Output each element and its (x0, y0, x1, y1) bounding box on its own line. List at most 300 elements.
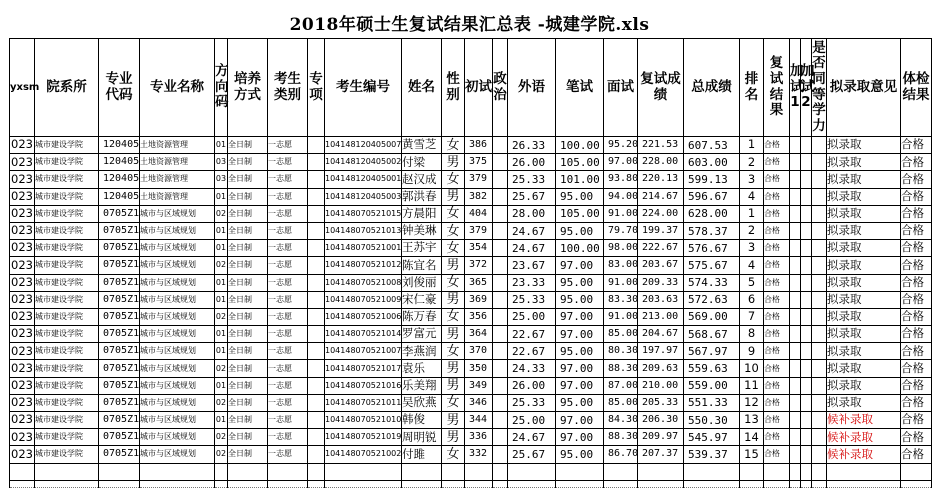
foreign-language-cell: 25.33 (508, 171, 556, 188)
total-score-cell: 567.97 (684, 343, 740, 360)
special-cell (308, 326, 325, 343)
empty-cell (812, 463, 827, 480)
gender-cell: 女 (442, 308, 465, 325)
foreign-language-cell: 24.67 (508, 429, 556, 446)
extra-test-2-cell (801, 394, 812, 411)
written-score-cell: 95.00 (556, 291, 604, 308)
interview-score-cell: 98.00 (604, 240, 638, 257)
prelim-score-cell: 372 (465, 257, 493, 274)
name-cell: 郭洪春 (402, 188, 442, 205)
major-name-cell: 城市与区域规划 (140, 291, 215, 308)
gender-cell: 男 (442, 154, 465, 171)
empty-cell (801, 480, 812, 487)
gender-cell: 女 (442, 171, 465, 188)
major-code-cell: 0705Z1 (99, 429, 140, 446)
col-header: 复试结果 (764, 39, 790, 137)
name-cell: 钟美琳 (402, 222, 442, 239)
candidate-id-cell: 104148120405007 (325, 137, 402, 154)
total-score-cell: 603.00 (684, 154, 740, 171)
yxsm-cell: 023 (10, 429, 35, 446)
department-cell: 城市建设学院 (35, 429, 99, 446)
empty-cell (402, 480, 442, 487)
yxsm-cell: 023 (10, 257, 35, 274)
candidate-id-cell: 104148120405002 (325, 154, 402, 171)
extra-test-1-cell (790, 446, 801, 463)
yxsm-cell: 023 (10, 446, 35, 463)
extra-test-1-cell (790, 326, 801, 343)
gender-cell: 男 (442, 291, 465, 308)
major-code-cell: 0705Z1 (99, 222, 140, 239)
politics-cell (493, 205, 508, 222)
study-mode-cell: 全日制 (228, 360, 268, 377)
rank-cell: 15 (740, 446, 764, 463)
major-code-cell: 0705Z1 (99, 394, 140, 411)
equivalent-cell (812, 308, 827, 325)
rank-cell: 7 (740, 308, 764, 325)
candidate-id-cell: 104148070521009 (325, 291, 402, 308)
major-code-cell: 0705Z1 (99, 240, 140, 257)
candidate-type-cell: 一志愿 (268, 171, 308, 188)
gender-cell: 女 (442, 274, 465, 291)
study-mode-cell: 全日制 (228, 205, 268, 222)
written-score-cell: 97.00 (556, 412, 604, 429)
major-name-cell: 城市与区域规划 (140, 446, 215, 463)
prelim-score-cell: 382 (465, 188, 493, 205)
rank-cell: 2 (740, 154, 764, 171)
rank-cell: 4 (740, 257, 764, 274)
special-cell (308, 412, 325, 429)
foreign-language-cell: 26.33 (508, 137, 556, 154)
special-cell (308, 291, 325, 308)
department-cell: 城市建设学院 (35, 394, 99, 411)
candidate-id-cell: 104148120405003 (325, 188, 402, 205)
total-score-cell: 539.37 (684, 446, 740, 463)
candidate-id-cell: 104148070521013 (325, 222, 402, 239)
retest-result-cell: 合格 (764, 377, 790, 394)
table-row (10, 412, 932, 429)
politics-cell (493, 446, 508, 463)
candidate-id-cell: 104148070521002 (325, 446, 402, 463)
extra-test-1-cell (790, 394, 801, 411)
empty-cell (325, 480, 402, 487)
results-table (9, 38, 932, 488)
prelim-score-cell: 404 (465, 205, 493, 222)
gender-cell: 男 (442, 257, 465, 274)
health-check-cell: 合格 (901, 446, 932, 463)
col-header: 性别 (442, 39, 465, 137)
foreign-language-cell: 25.00 (508, 308, 556, 325)
empty-row (10, 480, 932, 487)
gender-cell: 女 (442, 222, 465, 239)
rank-cell: 9 (740, 343, 764, 360)
retest-result-cell: 合格 (764, 394, 790, 411)
study-mode-cell: 全日制 (228, 222, 268, 239)
politics-cell (493, 291, 508, 308)
major-code-cell: 0705Z1 (99, 446, 140, 463)
yxsm-cell: 023 (10, 343, 35, 360)
total-score-cell: 575.67 (684, 257, 740, 274)
major-name-cell: 城市与区域规划 (140, 257, 215, 274)
extra-test-2-cell (801, 360, 812, 377)
rank-cell: 8 (740, 326, 764, 343)
written-score-cell: 97.00 (556, 429, 604, 446)
empty-cell (508, 463, 556, 480)
admission-opinion-cell: 拟录取 (827, 308, 901, 325)
retest-result-cell: 合格 (764, 446, 790, 463)
total-score-cell: 599.13 (684, 171, 740, 188)
extra-test-1-cell (790, 154, 801, 171)
prelim-score-cell: 332 (465, 446, 493, 463)
politics-cell (493, 188, 508, 205)
special-cell (308, 257, 325, 274)
candidate-id-cell: 104148070521011 (325, 394, 402, 411)
retest-result-cell: 合格 (764, 137, 790, 154)
special-cell (308, 377, 325, 394)
extra-test-1-cell (790, 343, 801, 360)
equivalent-cell (812, 326, 827, 343)
yxsm-cell: 023 (10, 171, 35, 188)
rank-cell: 3 (740, 240, 764, 257)
col-header: 院系所 (35, 39, 99, 137)
gender-cell: 男 (442, 188, 465, 205)
direction-code-cell: 01 (215, 412, 228, 429)
rank-cell: 10 (740, 360, 764, 377)
col-header: 考生类别 (268, 39, 308, 137)
table-row (10, 394, 932, 411)
interview-score-cell: 83.00 (604, 257, 638, 274)
col-header: 笔试 (556, 39, 604, 137)
extra-test-2-cell (801, 343, 812, 360)
extra-test-2-cell (801, 137, 812, 154)
interview-score-cell: 91.00 (604, 274, 638, 291)
candidate-type-cell: 一志愿 (268, 188, 308, 205)
candidate-type-cell: 一志愿 (268, 274, 308, 291)
extra-test-1-cell (790, 171, 801, 188)
yxsm-cell: 023 (10, 394, 35, 411)
empty-cell (604, 480, 638, 487)
special-cell (308, 137, 325, 154)
special-cell (308, 274, 325, 291)
rank-cell: 5 (740, 274, 764, 291)
gender-cell: 女 (442, 240, 465, 257)
foreign-language-cell: 25.33 (508, 394, 556, 411)
written-score-cell: 95.00 (556, 188, 604, 205)
retest-score-cell: 220.13 (638, 171, 684, 188)
empty-cell (215, 463, 228, 480)
direction-code-cell: 02 (215, 394, 228, 411)
department-cell: 城市建设学院 (35, 326, 99, 343)
empty-cell (764, 480, 790, 487)
study-mode-cell: 全日制 (228, 343, 268, 360)
total-score-cell: 607.53 (684, 137, 740, 154)
department-cell: 城市建设学院 (35, 343, 99, 360)
prelim-score-cell: 370 (465, 343, 493, 360)
name-cell: 周明锐 (402, 429, 442, 446)
health-check-cell: 合格 (901, 343, 932, 360)
col-header: 专业代码 (99, 39, 140, 137)
table-row (10, 137, 932, 154)
retest-score-cell: 206.30 (638, 412, 684, 429)
direction-code-cell: 01 (215, 326, 228, 343)
direction-code-cell: 02 (215, 205, 228, 222)
department-cell: 城市建设学院 (35, 257, 99, 274)
study-mode-cell: 全日制 (228, 171, 268, 188)
direction-code-cell: 01 (215, 377, 228, 394)
study-mode-cell: 全日制 (228, 429, 268, 446)
empty-cell (10, 480, 35, 487)
major-code-cell: 0705Z1 (99, 326, 140, 343)
department-cell: 城市建设学院 (35, 137, 99, 154)
extra-test-2-cell (801, 205, 812, 222)
prelim-score-cell: 354 (465, 240, 493, 257)
col-header: 加试1 (790, 39, 801, 137)
interview-score-cell: 95.20 (604, 137, 638, 154)
politics-cell (493, 137, 508, 154)
special-cell (308, 188, 325, 205)
retest-score-cell: 221.53 (638, 137, 684, 154)
candidate-type-cell: 一志愿 (268, 291, 308, 308)
interview-score-cell: 83.30 (604, 291, 638, 308)
admission-opinion-cell: 拟录取 (827, 291, 901, 308)
special-cell (308, 394, 325, 411)
retest-result-cell: 合格 (764, 274, 790, 291)
admission-opinion-cell: 候补录取 (827, 412, 901, 429)
admission-opinion-cell: 拟录取 (827, 360, 901, 377)
candidate-id-cell: 104148070521010 (325, 412, 402, 429)
written-score-cell: 95.00 (556, 222, 604, 239)
retest-score-cell: 222.67 (638, 240, 684, 257)
written-score-cell: 97.00 (556, 257, 604, 274)
gender-cell: 男 (442, 412, 465, 429)
empty-cell (140, 463, 215, 480)
col-header: 面试 (604, 39, 638, 137)
major-name-cell: 城市与区域规划 (140, 394, 215, 411)
equivalent-cell (812, 274, 827, 291)
empty-cell (465, 463, 493, 480)
politics-cell (493, 154, 508, 171)
department-cell: 城市建设学院 (35, 205, 99, 222)
health-check-cell: 合格 (901, 240, 932, 257)
special-cell (308, 343, 325, 360)
direction-code-cell: 01 (215, 291, 228, 308)
name-cell: 刘俊丽 (402, 274, 442, 291)
major-name-cell: 土地资源管理 (140, 154, 215, 171)
extra-test-2-cell (801, 154, 812, 171)
major-code-cell: 0705Z1 (99, 360, 140, 377)
interview-score-cell: 85.00 (604, 326, 638, 343)
header-row (10, 39, 932, 137)
rank-cell: 11 (740, 377, 764, 394)
equivalent-cell (812, 257, 827, 274)
special-cell (308, 360, 325, 377)
total-score-cell: 628.00 (684, 205, 740, 222)
department-cell: 城市建设学院 (35, 308, 99, 325)
extra-test-1-cell (790, 257, 801, 274)
foreign-language-cell: 25.33 (508, 291, 556, 308)
rank-cell: 1 (740, 137, 764, 154)
major-name-cell: 城市与区域规划 (140, 308, 215, 325)
prelim-score-cell: 364 (465, 326, 493, 343)
foreign-language-cell: 25.00 (508, 412, 556, 429)
empty-cell (801, 463, 812, 480)
retest-result-cell: 合格 (764, 188, 790, 205)
document-title: 2018年硕士生复试结果汇总表 -城建学院.xls (289, 15, 650, 35)
foreign-language-cell: 25.67 (508, 446, 556, 463)
empty-cell (790, 480, 801, 487)
table-body (10, 137, 932, 488)
table-row (10, 308, 932, 325)
total-score-cell: 596.67 (684, 188, 740, 205)
admission-opinion-cell: 拟录取 (827, 205, 901, 222)
candidate-type-cell: 一志愿 (268, 326, 308, 343)
retest-score-cell: 209.33 (638, 274, 684, 291)
retest-score-cell: 207.37 (638, 446, 684, 463)
health-check-cell: 合格 (901, 429, 932, 446)
admission-opinion-cell: 拟录取 (827, 326, 901, 343)
retest-result-cell: 合格 (764, 429, 790, 446)
politics-cell (493, 377, 508, 394)
written-score-cell: 95.00 (556, 343, 604, 360)
study-mode-cell: 全日制 (228, 291, 268, 308)
equivalent-cell (812, 188, 827, 205)
major-code-cell: 0705Z1 (99, 412, 140, 429)
written-score-cell: 97.00 (556, 326, 604, 343)
prelim-score-cell: 379 (465, 171, 493, 188)
interview-score-cell: 87.00 (604, 377, 638, 394)
name-cell: 王苏宇 (402, 240, 442, 257)
col-header: 方向码 (215, 39, 228, 137)
table-row (10, 154, 932, 171)
politics-cell (493, 429, 508, 446)
interview-score-cell: 97.00 (604, 154, 638, 171)
yxsm-cell: 023 (10, 205, 35, 222)
written-score-cell: 95.00 (556, 446, 604, 463)
major-code-cell: 120405 (99, 188, 140, 205)
retest-score-cell: 199.37 (638, 222, 684, 239)
extra-test-1-cell (790, 377, 801, 394)
table-row (10, 257, 932, 274)
special-cell (308, 446, 325, 463)
col-header: 拟录取意见 (827, 39, 901, 137)
empty-cell (228, 463, 268, 480)
prelim-score-cell: 379 (465, 222, 493, 239)
retest-score-cell: 224.00 (638, 205, 684, 222)
table-row (10, 360, 932, 377)
candidate-type-cell: 一志愿 (268, 412, 308, 429)
total-score-cell: 569.00 (684, 308, 740, 325)
extra-test-2-cell (801, 446, 812, 463)
direction-code-cell: 02 (215, 257, 228, 274)
extra-test-2-cell (801, 257, 812, 274)
major-code-cell: 0705Z1 (99, 308, 140, 325)
empty-cell (493, 480, 508, 487)
extra-test-2-cell (801, 429, 812, 446)
department-cell: 城市建设学院 (35, 222, 99, 239)
direction-code-cell: 01 (215, 188, 228, 205)
empty-cell (827, 480, 901, 487)
interview-score-cell: 84.30 (604, 412, 638, 429)
major-code-cell: 0705Z1 (99, 257, 140, 274)
major-name-cell: 土地资源管理 (140, 171, 215, 188)
name-cell: 方晨阳 (402, 205, 442, 222)
foreign-language-cell: 23.33 (508, 274, 556, 291)
retest-result-cell: 合格 (764, 240, 790, 257)
health-check-cell: 合格 (901, 171, 932, 188)
study-mode-cell: 全日制 (228, 412, 268, 429)
extra-test-2-cell (801, 274, 812, 291)
name-cell: 付梁 (402, 154, 442, 171)
empty-cell (99, 463, 140, 480)
name-cell: 韩俊 (402, 412, 442, 429)
candidate-type-cell: 一志愿 (268, 446, 308, 463)
retest-score-cell: 197.97 (638, 343, 684, 360)
name-cell: 付雎 (402, 446, 442, 463)
table-row (10, 205, 932, 222)
equivalent-cell (812, 291, 827, 308)
yxsm-cell: 023 (10, 412, 35, 429)
empty-cell (556, 463, 604, 480)
retest-score-cell: 204.67 (638, 326, 684, 343)
name-cell: 陈万春 (402, 308, 442, 325)
direction-code-cell: 02 (215, 308, 228, 325)
yxsm-cell: 023 (10, 377, 35, 394)
politics-cell (493, 171, 508, 188)
study-mode-cell: 全日制 (228, 188, 268, 205)
yxsm-cell: 023 (10, 188, 35, 205)
study-mode-cell: 全日制 (228, 308, 268, 325)
rank-cell: 14 (740, 429, 764, 446)
major-code-cell: 0705Z1 (99, 274, 140, 291)
written-score-cell: 101.00 (556, 171, 604, 188)
department-cell: 城市建设学院 (35, 240, 99, 257)
interview-score-cell: 94.00 (604, 188, 638, 205)
major-code-cell: 120405 (99, 154, 140, 171)
study-mode-cell: 全日制 (228, 394, 268, 411)
col-header: 加试2 (801, 39, 812, 137)
extra-test-2-cell (801, 291, 812, 308)
special-cell (308, 308, 325, 325)
extra-test-1-cell (790, 360, 801, 377)
special-cell (308, 429, 325, 446)
yxsm-cell: 023 (10, 154, 35, 171)
equivalent-cell (812, 412, 827, 429)
empty-cell (638, 463, 684, 480)
prelim-score-cell: 349 (465, 377, 493, 394)
admission-opinion-cell: 拟录取 (827, 240, 901, 257)
table-row (10, 429, 932, 446)
yxsm-cell: 023 (10, 308, 35, 325)
extra-test-1-cell (790, 274, 801, 291)
foreign-language-cell: 26.00 (508, 154, 556, 171)
name-cell: 罗富元 (402, 326, 442, 343)
yxsm-cell: 023 (10, 240, 35, 257)
retest-result-cell: 合格 (764, 291, 790, 308)
admission-opinion-cell: 候补录取 (827, 429, 901, 446)
major-name-cell: 城市与区域规划 (140, 343, 215, 360)
candidate-type-cell: 一志愿 (268, 308, 308, 325)
extra-test-1-cell (790, 412, 801, 429)
special-cell (308, 171, 325, 188)
empty-cell (35, 463, 99, 480)
special-cell (308, 240, 325, 257)
candidate-id-cell: 104148120405001 (325, 171, 402, 188)
prelim-score-cell: 346 (465, 394, 493, 411)
total-score-cell: 545.97 (684, 429, 740, 446)
health-check-cell: 合格 (901, 326, 932, 343)
total-score-cell: 568.67 (684, 326, 740, 343)
yxsm-cell: 023 (10, 326, 35, 343)
major-code-cell: 120405 (99, 171, 140, 188)
